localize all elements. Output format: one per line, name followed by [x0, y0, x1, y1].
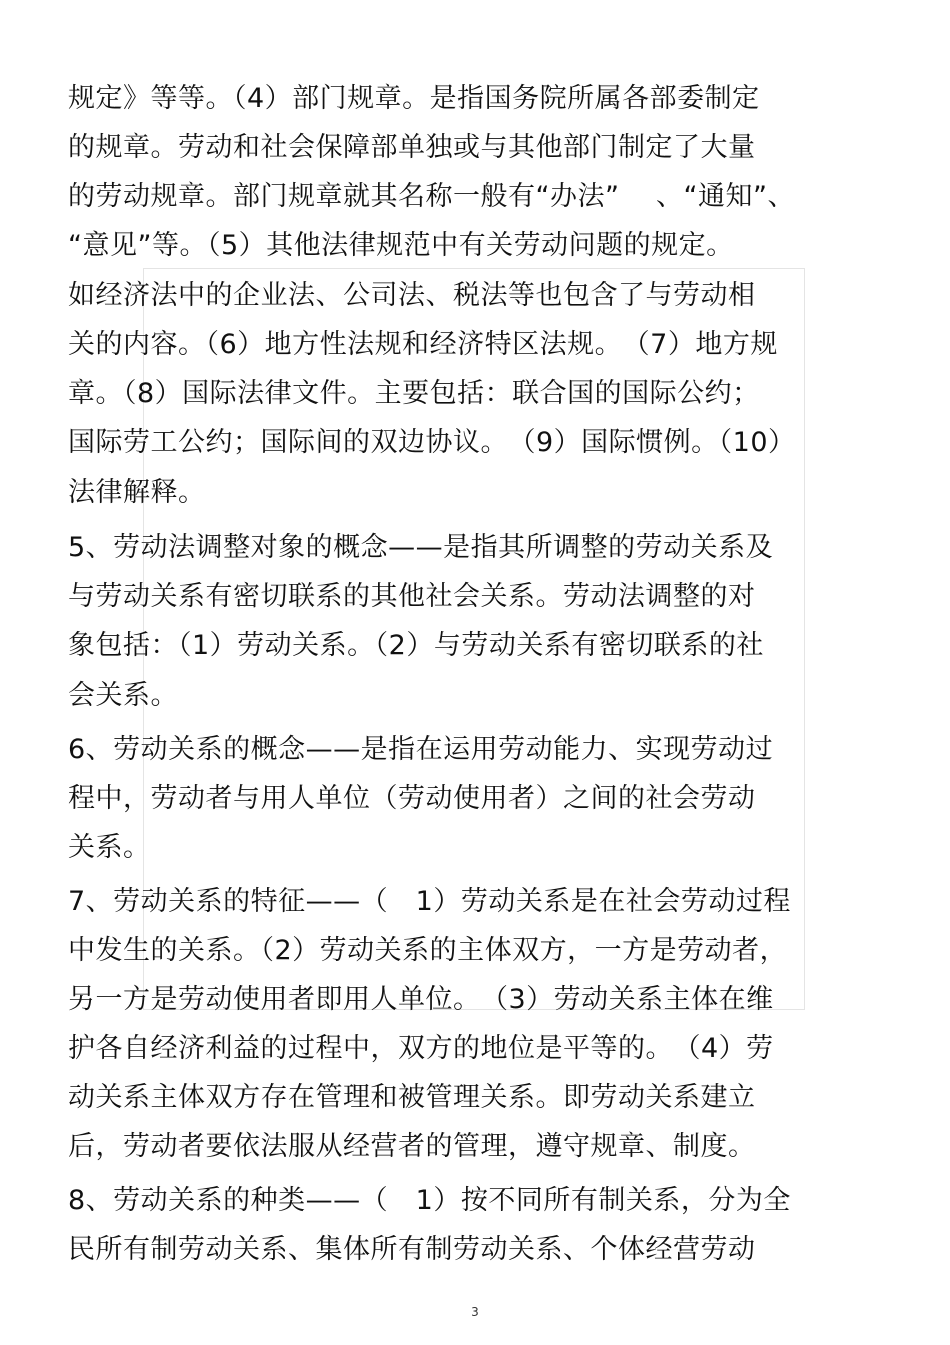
text-line: 后，劳动者要依法服从经营者的管理，遵守规章、制度。: [68, 1131, 756, 1162]
text-line: 关系。: [68, 832, 151, 863]
text-line: 8、劳动关系的种类——（ 1）按不同所有制关系，分为全: [68, 1185, 791, 1216]
text-line: 国际劳工公约；国际间的双边协议。 （9）国际惯例。（10）: [68, 427, 796, 458]
text-line: 关的内容。（6）地方性法规和经济特区法规。 （7）地方规: [68, 329, 778, 360]
text-line: 法律解释。: [68, 477, 206, 508]
text-line: 5、劳动法调整对象的概念——是指其所调整的劳动关系及: [68, 532, 774, 563]
text-line: 6、劳动关系的概念——是指在运用劳动能力、实现劳动过: [68, 734, 774, 765]
page-number: 3: [471, 1305, 479, 1319]
text-line: 章。（8）国际法律文件。主要包括：联合国的国际公约；: [68, 378, 760, 409]
text-line: 另一方是劳动使用者即用人单位。 （3）劳动关系主体在维: [68, 984, 774, 1015]
text-line: 程中，劳动者与用人单位（劳动使用者）之间的社会劳动: [68, 783, 756, 814]
text-line: 的规章。劳动和社会保障部单独或与其他部门制定了大量: [68, 132, 756, 163]
text-line: 与劳动关系有密切联系的其他社会关系。劳动法调整的对: [68, 581, 756, 612]
text-line: 护各自经济利益的过程中，双方的地位是平等的。 （4）劳: [68, 1033, 774, 1064]
text-line: 动关系主体双方存在管理和被管理关系。即劳动关系建立: [68, 1082, 756, 1113]
text-line: 规定》等等。（4）部门规章。是指国务院所属各部委制定: [68, 83, 760, 114]
text-line: 如经济法中的企业法、公司法、税法等也包含了与劳动相: [68, 280, 756, 311]
text-line: 中发生的关系。（2）劳动关系的主体双方，一方是劳动者，: [68, 935, 788, 966]
text-line: 会关系。: [68, 680, 178, 711]
text-line: 的劳动规章。部门规章就其名称一般有“办法” 、“通知”、: [68, 181, 796, 212]
text-line: “意见”等。（5）其他法律规范中有关劳动问题的规定。: [68, 230, 734, 261]
text-line: 象包括：（1）劳动关系。（2）与劳动关系有密切联系的社: [68, 630, 764, 661]
text-line: 7、劳动关系的特征——（ 1）劳动关系是在社会劳动过程: [68, 886, 791, 917]
text-line: 民所有制劳动关系、集体所有制劳动关系、个体经营劳动: [68, 1234, 756, 1265]
